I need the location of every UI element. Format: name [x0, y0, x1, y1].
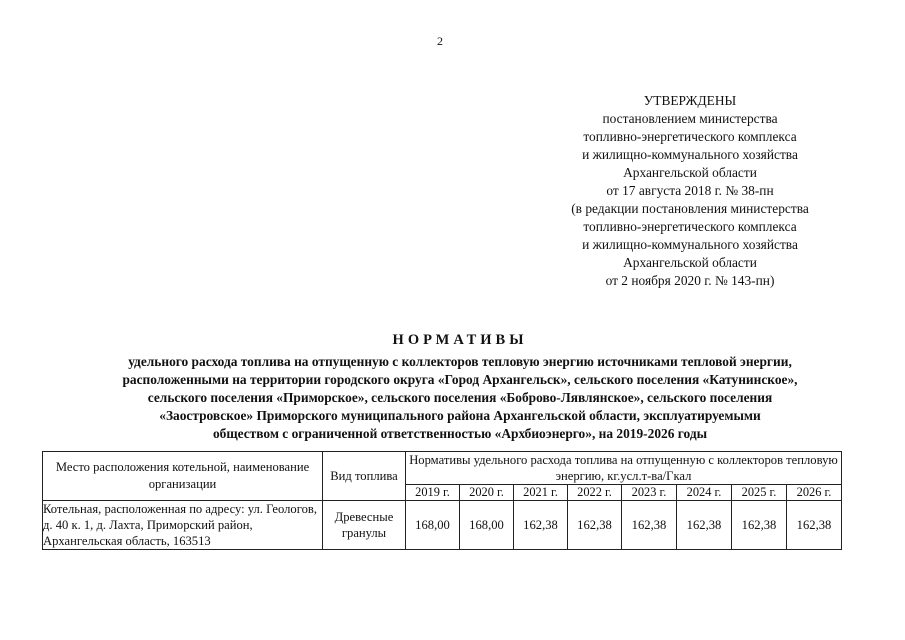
- cell-value: 168,00: [460, 501, 514, 550]
- header-year: 2024 г.: [677, 485, 732, 501]
- approval-line: и жилищно-коммунального хозяйства: [582, 237, 798, 252]
- cell-value: 168,00: [406, 501, 460, 550]
- cell-fuel: Древесные гранулы: [323, 501, 406, 550]
- table-row: [43, 501, 842, 550]
- approval-stamp: [520, 92, 860, 290]
- cell-value: 162,38: [514, 501, 568, 550]
- approval-line: (в редакции постановления министерства: [571, 201, 809, 216]
- header-norms: Нормативы удельного расхода топлива на отпущенную с коллекторов тепловую энергию, кг.усл.т-ва/Гкал: [406, 452, 842, 485]
- header-place: Место расположения котельной, наименование организации: [43, 452, 323, 501]
- header-year: 2022 г.: [568, 485, 622, 501]
- cell-value: 162,38: [622, 501, 677, 550]
- approval-line: от 2 ноября 2020 г. № 143-пн): [605, 273, 775, 288]
- header-fuel: Вид топлива: [323, 452, 406, 501]
- header-year: 2019 г.: [406, 485, 460, 501]
- cell-value: 162,38: [787, 501, 842, 550]
- approval-line: от 17 августа 2018 г. № 38-пн: [606, 183, 774, 198]
- header-year: 2021 г.: [514, 485, 568, 501]
- cell-place: Котельная, расположенная по адресу: ул. Геологов, д. 40 к. 1, д. Лахта, Приморский район, Архангельская область, 163513: [43, 501, 323, 550]
- title-line: расположенными на территории городского округа «Город Архангельск», сельского поселения «Катунинское»,: [122, 372, 798, 387]
- approval-line: топливно-энергетического комплекса: [583, 219, 797, 234]
- document-title: [40, 332, 880, 443]
- header-year: 2020 г.: [460, 485, 514, 501]
- norms-table: [42, 451, 842, 550]
- header-year: 2025 г.: [732, 485, 787, 501]
- title-line: сельского поселения «Приморское», сельского поселения «Боброво-Лявлянское», сельского поселения: [147, 390, 773, 405]
- cell-value: 162,38: [732, 501, 787, 550]
- cell-value: 162,38: [677, 501, 732, 550]
- approval-line: Архангельской области: [623, 165, 757, 180]
- approval-line: Архангельской области: [623, 255, 757, 270]
- approval-line: топливно-энергетического комплекса: [583, 129, 797, 144]
- title-line: удельного расхода топлива на отпущенную с коллекторов тепловую энергию источниками тепловой энергии,: [128, 354, 792, 369]
- title-heading: НОРМАТИВЫ: [392, 332, 528, 348]
- page-number: 2: [437, 34, 443, 48]
- header-year: 2023 г.: [622, 485, 677, 501]
- title-line: обществом с ограниченной ответственностью «Архбиоэнерго», на 2019-2026 годы: [212, 426, 708, 441]
- approval-line: и жилищно-коммунального хозяйства: [582, 147, 798, 162]
- approval-line: постановлением министерства: [602, 111, 778, 126]
- cell-value: 162,38: [568, 501, 622, 550]
- header-year: 2026 г.: [787, 485, 842, 501]
- title-line: «Заостровское» Приморского муниципального района Архангельской области, эксплуатируемыми: [159, 408, 761, 423]
- approval-line: УТВЕРЖДЕНЫ: [643, 93, 737, 108]
